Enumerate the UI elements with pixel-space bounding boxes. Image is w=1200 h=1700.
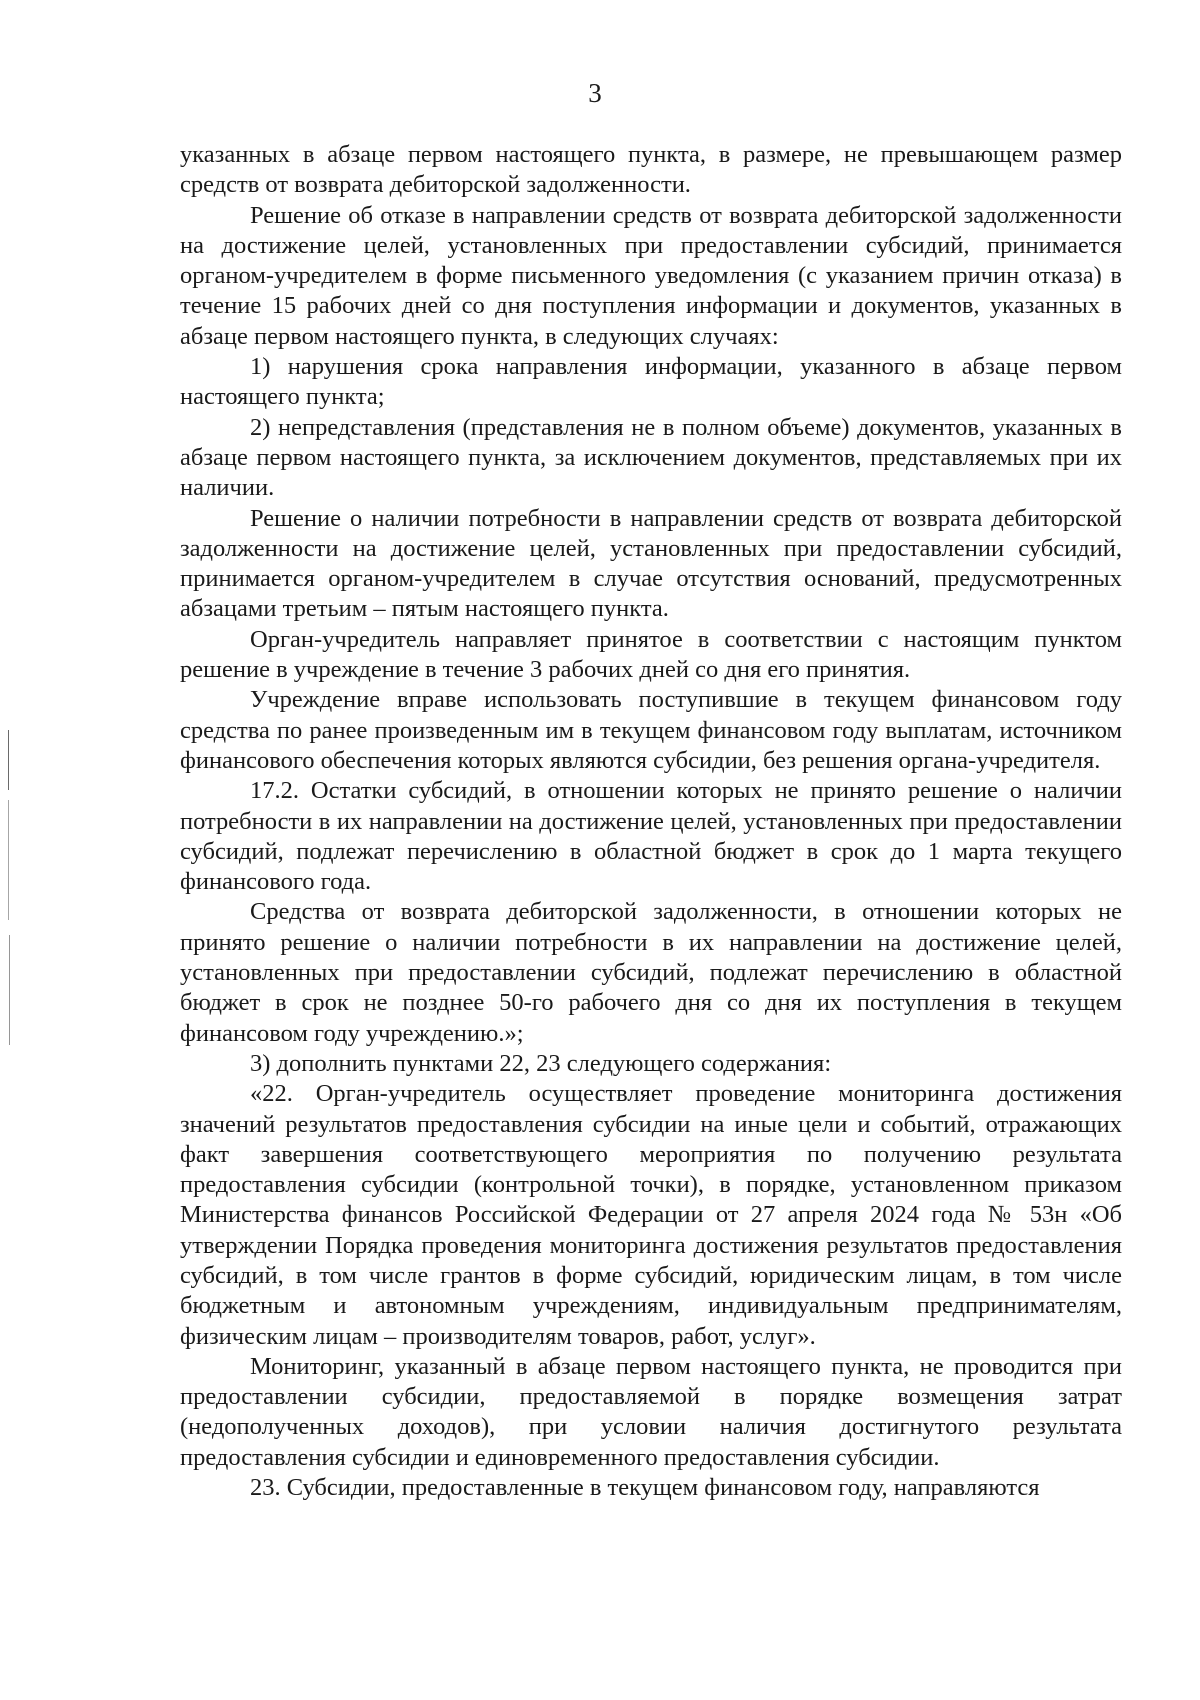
page-number: 3 — [588, 78, 602, 108]
paragraph: 17.2. Остатки субсидий, в отношении которых не принято решение о наличии потребности в их направлении на достижение целей, установленных при предоставлении субсидий, подлежат перечислению в областной бюджет в срок до 1 марта текущего финансового года. — [180, 777, 1122, 896]
scan-artifact — [8, 730, 9, 790]
paragraph: Мониторинг, указанный в абзаце первом настоящего пункта, не проводится при предоставлении субсидии, предоставляемой в порядке возмещения затрат (недополученных доходов), при условии наличия достигнутого результата предоставления субсидии и единовременного предоставления субсидии. — [180, 1352, 1122, 1471]
paragraph: указанных в абзаце первом настоящего пункта, в размере, не превышающем размер средств от возврата дебиторской задолженности. — [180, 141, 1122, 199]
list-item-paragraph: 1) нарушения срока направления информации, указанного в абзаце первом настоящего пункта; — [180, 353, 1122, 411]
paragraph: «22. Орган-учредитель осуществляет проведение мониторинга достижения значений результатов предоставления субсидии на иные цели и событий, отражающих факт завершения соответствующего мероприятия по получению результата предоставления субсидии (контрольной точки), в порядке, установленном приказом Министерства финансов Российской Федерации от 27 апреля 2024 года № 53н «Об утверждении Порядка проведения мониторинга достижения результатов предоставления субсидий, в том числе грантов в форме субсидий, юридическим лицам, в том числе бюджетным и автономным учреждениям, индивидуальным предпринимателям, физическим лицам – производителям товаров, работ, услуг». — [180, 1080, 1122, 1350]
paragraph: 23. Субсидии, предоставленные в текущем финансовом году, направляются — [250, 1474, 1040, 1502]
list-item-paragraph: 2) непредставления (представления не в полном объеме) документов, указанных в абзаце первом настоящего пункта, за исключением документов, представляемых при их наличии. — [180, 413, 1122, 502]
paragraph: Решение об отказе в направлении средств от возврата дебиторской задолженности на достижение целей, установленных при предоставлении субсидий, принимается органом-учредителем в форме письменного уведомления (с указанием причин отказа) в течение 15 рабочих дней со дня поступления информации и документов, указанных в абзаце первом настоящего пункта, в следующих случаях: — [180, 201, 1122, 350]
paragraph: Орган-учредитель направляет принятое в соответствии с настоящим пунктом решение в учреждение в течение 3 рабочих дней со дня его принятия. — [180, 625, 1122, 684]
scan-artifact — [9, 935, 10, 1045]
document-body — [180, 140, 1122, 1503]
paragraph: Учреждение вправе использовать поступившие в текущем финансовом году средства по ранее произведенным им в текущем финансовом году выплатам, источником финансового обеспечения которых являются субсидии, без решения органа-учредителя. — [180, 686, 1122, 774]
scan-artifact — [8, 800, 9, 920]
paragraph: Решение о наличии потребности в направлении средств от возврата дебиторской задолженности на достижение целей, установленных при предоставлении субсидий, принимается органом-учредителем в случае отсутствия оснований, предусмотренных абзацами третьим – пятым настоящего пункта. — [180, 504, 1122, 623]
paragraph: Средства от возврата дебиторской задолженности, в отношении которых не принято решение о наличии потребности в их направлении на достижение целей, установленных при предоставлении субсидий, подлежат перечислению в областной бюджет в срок не позднее 50-го рабочего дня со дня их поступления в текущем финансовом году учреждению.»; — [180, 898, 1122, 1047]
paragraph: 3) дополнить пунктами 22, 23 следующего содержания: — [250, 1049, 832, 1077]
